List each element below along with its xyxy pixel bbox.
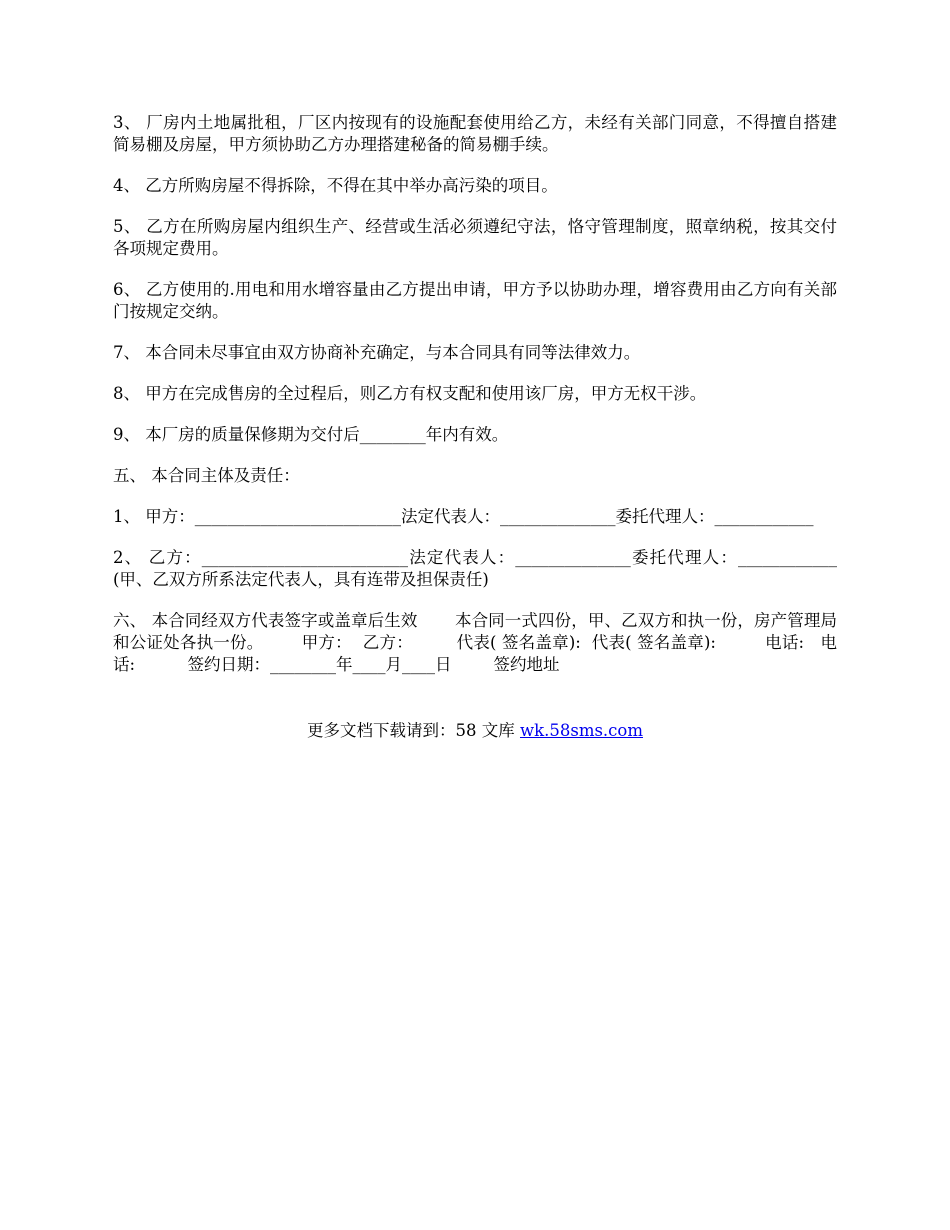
clause-8: 8、 甲方在完成售房的全过程后，则乙方有权支配和使用该厂房，甲方无权干涉。: [113, 384, 707, 403]
footer-link[interactable]: wk.58sms.com: [519, 721, 643, 740]
party-a-line: 1、 甲方：_________________________法定代表人：______________委托代理人：____________: [113, 507, 814, 526]
clause-5: 5、 乙方在所购房屋内组织生产、经营或生活必须遵纪守法，恪守管理制度，照章纳税，按其交付各项规定费用。: [113, 217, 837, 258]
section-5-heading: 五、 本合同主体及责任：: [113, 466, 300, 485]
clause-6: 6、 乙方使用的.用电和用水增容量由乙方提出申请，甲方予以协助办理，增容费用由乙方向有关部门按规定交纳。: [113, 280, 837, 321]
download-footer: [0, 720, 950, 742]
section-6-signature-block: 六、 本合同经双方代表签字或盖章后生效 本合同一式四份，甲、乙双方和执一份，房产管理局和公证处各执一份。 甲方： 乙方： 代表( 签名盖章): 代表( 签名盖章): 电话: 电话: 签约日期：________年____月____日 签约地址: [113, 611, 837, 674]
clause-9: 9、 本厂房的质量保修期为交付后________年内有效。: [113, 425, 509, 444]
clause-3: 3、 厂房内土地属批租，厂区内按现有的设施配套使用给乙方，未经有关部门同意，不得擅自搭建简易棚及房屋，甲方须协助乙方办理搭建秘备的简易棚手续。: [113, 113, 837, 154]
party-b-line: 2、 乙方：_________________________法定代表人：______________委托代理人：____________ (甲、乙双方所系法定代表人，具有连带及担保责任): [113, 548, 869, 589]
footer-text: 更多文档下载请到：58 文库: [306, 721, 520, 740]
clause-4: 4、 乙方所购房屋不得拆除，不得在其中举办高污染的项目。: [113, 176, 558, 195]
clause-7: 7、 本合同未尽事宜由双方协商补充确定，与本合同具有同等法律效力。: [113, 343, 641, 362]
document-body: [113, 112, 869, 695]
